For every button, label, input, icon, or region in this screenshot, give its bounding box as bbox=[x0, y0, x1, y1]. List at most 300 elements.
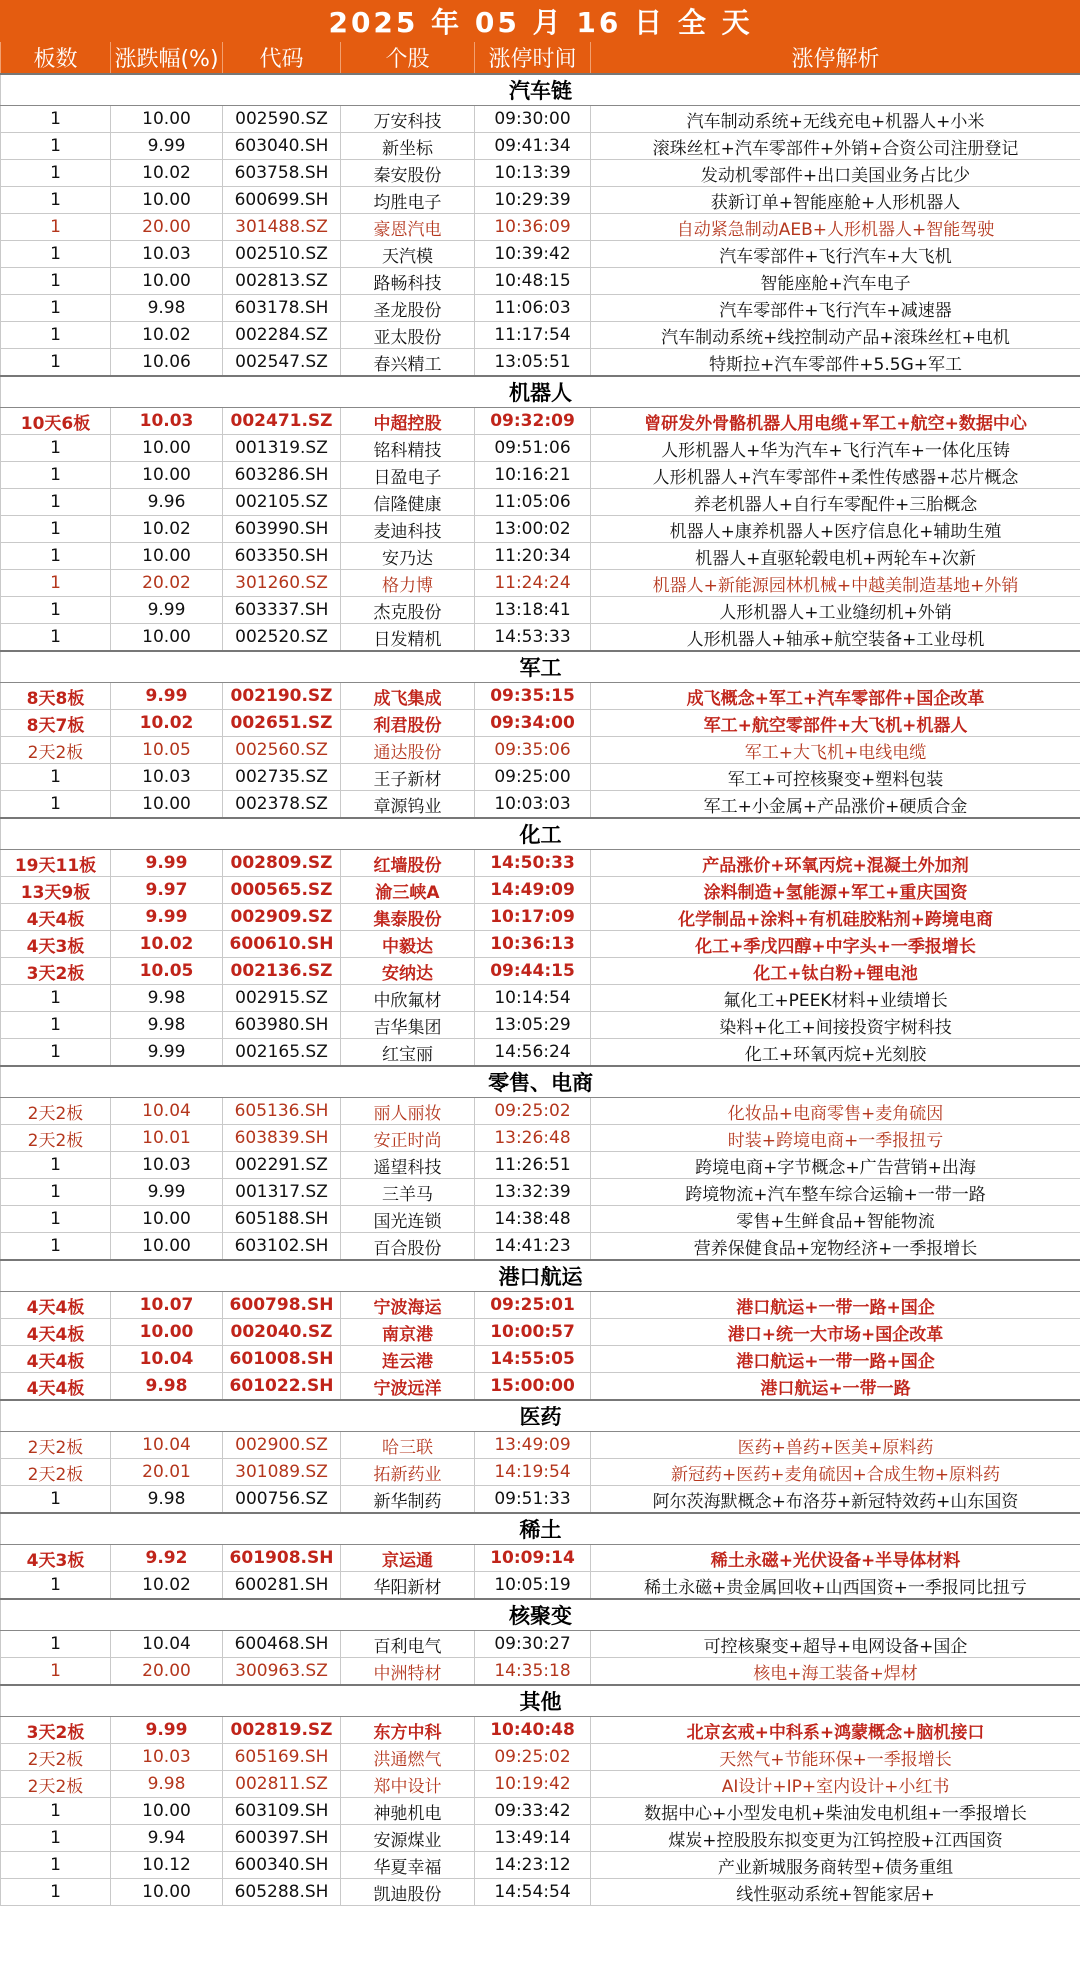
boards-cell: 2天2板 bbox=[1, 737, 111, 764]
limit-time-cell: 09:25:02 bbox=[475, 1744, 591, 1771]
limit-time-cell: 10:14:54 bbox=[475, 985, 591, 1012]
code-cell: 603109.SH bbox=[223, 1798, 341, 1825]
stock-name-cell: 均胜电子 bbox=[341, 187, 475, 214]
limit-time-cell: 10:00:57 bbox=[475, 1319, 591, 1346]
section-title: 港口航运 bbox=[1, 1260, 1080, 1292]
analysis-cell: 港口航运+一带一路 bbox=[591, 1373, 1080, 1401]
section-title: 医药 bbox=[1, 1400, 1080, 1432]
table-row bbox=[1, 737, 1080, 764]
boards-cell: 1 bbox=[1, 1879, 111, 1906]
boards-cell: 2天2板 bbox=[1, 1098, 111, 1125]
change-pct-cell: 10.00 bbox=[111, 268, 223, 295]
table-row bbox=[1, 570, 1080, 597]
limit-time-cell: 11:06:03 bbox=[475, 295, 591, 322]
stock-name-cell: 春兴精工 bbox=[341, 349, 475, 377]
analysis-cell: 港口航运+一带一路+国企 bbox=[591, 1292, 1080, 1319]
analysis-cell: 机器人+康养机器人+医疗信息化+辅助生殖 bbox=[591, 516, 1080, 543]
limit-time-cell: 13:26:48 bbox=[475, 1125, 591, 1152]
table-row bbox=[1, 462, 1080, 489]
change-pct-cell: 10.05 bbox=[111, 737, 223, 764]
change-pct-cell: 10.07 bbox=[111, 1292, 223, 1319]
analysis-cell: 化工+环氧丙烷+光刻胶 bbox=[591, 1039, 1080, 1067]
analysis-cell: AI设计+IP+室内设计+小红书 bbox=[591, 1771, 1080, 1798]
limit-time-cell: 14:55:05 bbox=[475, 1346, 591, 1373]
table-row bbox=[1, 1459, 1080, 1486]
limit-time-cell: 10:48:15 bbox=[475, 268, 591, 295]
analysis-cell: 汽车零部件+飞行汽车+大飞机 bbox=[591, 241, 1080, 268]
code-cell: 601008.SH bbox=[223, 1346, 341, 1373]
boards-cell: 1 bbox=[1, 268, 111, 295]
analysis-cell: 产品涨价+环氧丙烷+混凝土外加剂 bbox=[591, 850, 1080, 877]
limit-time-cell: 11:17:54 bbox=[475, 322, 591, 349]
analysis-cell: 人形机器人+汽车零部件+柔性传感器+芯片概念 bbox=[591, 462, 1080, 489]
change-pct-cell: 9.99 bbox=[111, 1717, 223, 1744]
stock-name-cell: 集泰股份 bbox=[341, 904, 475, 931]
boards-cell: 1 bbox=[1, 187, 111, 214]
limit-time-cell: 14:35:18 bbox=[475, 1658, 591, 1686]
code-cell: 601022.SH bbox=[223, 1373, 341, 1401]
stock-name-cell: 杰克股份 bbox=[341, 597, 475, 624]
analysis-cell: 天然气+节能环保+一季报增长 bbox=[591, 1744, 1080, 1771]
change-pct-cell: 9.99 bbox=[111, 683, 223, 710]
limit-time-cell: 14:50:33 bbox=[475, 850, 591, 877]
column-header-analysis: 涨停解析 bbox=[591, 42, 1080, 75]
change-pct-cell: 9.97 bbox=[111, 877, 223, 904]
change-pct-cell: 10.00 bbox=[111, 187, 223, 214]
code-cell: 000565.SZ bbox=[223, 877, 341, 904]
code-cell: 301260.SZ bbox=[223, 570, 341, 597]
table-row bbox=[1, 1233, 1080, 1261]
analysis-cell: 人形机器人+工业缝纫机+外销 bbox=[591, 597, 1080, 624]
column-header-stock: 个股 bbox=[341, 42, 475, 75]
stock-name-cell: 亚太股份 bbox=[341, 322, 475, 349]
analysis-cell: 人形机器人+轴承+航空装备+工业母机 bbox=[591, 624, 1080, 652]
limit-time-cell: 14:38:48 bbox=[475, 1206, 591, 1233]
table-row bbox=[1, 133, 1080, 160]
boards-cell: 1 bbox=[1, 1852, 111, 1879]
table-row bbox=[1, 764, 1080, 791]
stock-name-cell: 华夏幸福 bbox=[341, 1852, 475, 1879]
change-pct-cell: 10.00 bbox=[111, 1879, 223, 1906]
code-cell: 603286.SH bbox=[223, 462, 341, 489]
analysis-cell: 营养保健食品+宠物经济+一季报增长 bbox=[591, 1233, 1080, 1261]
limit-time-cell: 13:32:39 bbox=[475, 1179, 591, 1206]
change-pct-cell: 10.03 bbox=[111, 1744, 223, 1771]
table-row bbox=[1, 1825, 1080, 1852]
change-pct-cell: 9.99 bbox=[111, 597, 223, 624]
stock-name-cell: 天汽模 bbox=[341, 241, 475, 268]
section-title: 军工 bbox=[1, 651, 1080, 683]
boards-cell: 1 bbox=[1, 1798, 111, 1825]
change-pct-cell: 10.03 bbox=[111, 408, 223, 435]
stock-name-cell: 宁波远洋 bbox=[341, 1373, 475, 1401]
analysis-cell: 军工+大飞机+电线电缆 bbox=[591, 737, 1080, 764]
limit-time-cell: 15:00:00 bbox=[475, 1373, 591, 1401]
analysis-cell: 时装+跨境电商+一季报扭亏 bbox=[591, 1125, 1080, 1152]
table-row bbox=[1, 408, 1080, 435]
boards-cell: 1 bbox=[1, 322, 111, 349]
limit-time-cell: 09:30:00 bbox=[475, 106, 591, 133]
stock-name-cell: 新坐标 bbox=[341, 133, 475, 160]
analysis-cell: 涂料制造+氢能源+军工+重庆国资 bbox=[591, 877, 1080, 904]
analysis-cell: 产业新城服务商转型+债务重组 bbox=[591, 1852, 1080, 1879]
table-row bbox=[1, 877, 1080, 904]
table-row bbox=[1, 295, 1080, 322]
stock-name-cell: 中超控股 bbox=[341, 408, 475, 435]
limit-time-cell: 09:25:00 bbox=[475, 764, 591, 791]
table-row bbox=[1, 850, 1080, 877]
section-title: 核聚变 bbox=[1, 1599, 1080, 1631]
code-cell: 002136.SZ bbox=[223, 958, 341, 985]
change-pct-cell: 10.01 bbox=[111, 1125, 223, 1152]
analysis-cell: 机器人+直驱轮毂电机+两轮车+次新 bbox=[591, 543, 1080, 570]
boards-cell: 1 bbox=[1, 543, 111, 570]
boards-cell: 19天11板 bbox=[1, 850, 111, 877]
table-row bbox=[1, 1572, 1080, 1600]
stock-name-cell: 红墙股份 bbox=[341, 850, 475, 877]
table-row bbox=[1, 985, 1080, 1012]
section-header-row bbox=[1, 1066, 1080, 1098]
stock-name-cell: 铭科精技 bbox=[341, 435, 475, 462]
boards-cell: 1 bbox=[1, 1012, 111, 1039]
stock-name-cell: 郑中设计 bbox=[341, 1771, 475, 1798]
stock-name-cell: 成飞集成 bbox=[341, 683, 475, 710]
table-row bbox=[1, 710, 1080, 737]
boards-cell: 1 bbox=[1, 295, 111, 322]
code-cell: 002040.SZ bbox=[223, 1319, 341, 1346]
table-row bbox=[1, 1292, 1080, 1319]
boards-cell: 1 bbox=[1, 349, 111, 377]
table-row bbox=[1, 1744, 1080, 1771]
change-pct-cell: 10.02 bbox=[111, 1572, 223, 1600]
table-row bbox=[1, 349, 1080, 377]
table-row bbox=[1, 160, 1080, 187]
code-cell: 603040.SH bbox=[223, 133, 341, 160]
column-header-limit-time: 涨停时间 bbox=[475, 42, 591, 75]
stock-name-cell: 秦安股份 bbox=[341, 160, 475, 187]
analysis-cell: 成飞概念+军工+汽车零部件+国企改革 bbox=[591, 683, 1080, 710]
boards-cell: 1 bbox=[1, 1658, 111, 1686]
table-row bbox=[1, 268, 1080, 295]
change-pct-cell: 10.00 bbox=[111, 543, 223, 570]
stock-name-cell: 三羊马 bbox=[341, 1179, 475, 1206]
analysis-cell: 阿尔茨海默概念+布洛芬+新冠特效药+山东国资 bbox=[591, 1486, 1080, 1514]
boards-cell: 4天4板 bbox=[1, 1292, 111, 1319]
table-row bbox=[1, 1771, 1080, 1798]
boards-cell: 4天3板 bbox=[1, 931, 111, 958]
table-row bbox=[1, 1658, 1080, 1686]
table-row bbox=[1, 904, 1080, 931]
boards-cell: 1 bbox=[1, 1152, 111, 1179]
section-title: 稀土 bbox=[1, 1513, 1080, 1545]
table-row bbox=[1, 214, 1080, 241]
boards-cell: 10天6板 bbox=[1, 408, 111, 435]
table-row bbox=[1, 1039, 1080, 1067]
limit-time-cell: 13:49:14 bbox=[475, 1825, 591, 1852]
code-cell: 001317.SZ bbox=[223, 1179, 341, 1206]
code-cell: 002811.SZ bbox=[223, 1771, 341, 1798]
stock-name-cell: 日盈电子 bbox=[341, 462, 475, 489]
code-cell: 605188.SH bbox=[223, 1206, 341, 1233]
change-pct-cell: 10.12 bbox=[111, 1852, 223, 1879]
stock-name-cell: 神驰机电 bbox=[341, 1798, 475, 1825]
limit-time-cell: 09:44:15 bbox=[475, 958, 591, 985]
code-cell: 002909.SZ bbox=[223, 904, 341, 931]
analysis-cell: 染料+化工+间接投资宇树科技 bbox=[591, 1012, 1080, 1039]
table-row bbox=[1, 1545, 1080, 1572]
boards-cell: 1 bbox=[1, 1179, 111, 1206]
code-cell: 605288.SH bbox=[223, 1879, 341, 1906]
change-pct-cell: 10.02 bbox=[111, 322, 223, 349]
limit-time-cell: 14:49:09 bbox=[475, 877, 591, 904]
analysis-cell: 人形机器人+华为汽车+飞行汽车+一体化压铸 bbox=[591, 435, 1080, 462]
code-cell: 600468.SH bbox=[223, 1631, 341, 1658]
boards-cell: 1 bbox=[1, 1206, 111, 1233]
section-header-row bbox=[1, 651, 1080, 683]
limit-time-cell: 09:35:06 bbox=[475, 737, 591, 764]
boards-cell: 4天4板 bbox=[1, 1346, 111, 1373]
code-cell: 002809.SZ bbox=[223, 850, 341, 877]
table-row bbox=[1, 1319, 1080, 1346]
code-cell: 601908.SH bbox=[223, 1545, 341, 1572]
limit-time-cell: 13:05:29 bbox=[475, 1012, 591, 1039]
code-cell: 002900.SZ bbox=[223, 1432, 341, 1459]
change-pct-cell: 9.92 bbox=[111, 1545, 223, 1572]
table-row bbox=[1, 516, 1080, 543]
limit-time-cell: 10:40:48 bbox=[475, 1717, 591, 1744]
change-pct-cell: 10.00 bbox=[111, 1233, 223, 1261]
code-cell: 002651.SZ bbox=[223, 710, 341, 737]
change-pct-cell: 10.03 bbox=[111, 1152, 223, 1179]
table-row bbox=[1, 489, 1080, 516]
table-row bbox=[1, 597, 1080, 624]
code-cell: 002915.SZ bbox=[223, 985, 341, 1012]
table-row bbox=[1, 1125, 1080, 1152]
limit-time-cell: 10:03:03 bbox=[475, 791, 591, 819]
stock-name-cell: 中毅达 bbox=[341, 931, 475, 958]
change-pct-cell: 20.01 bbox=[111, 1459, 223, 1486]
stock-name-cell: 王子新材 bbox=[341, 764, 475, 791]
table-row bbox=[1, 1152, 1080, 1179]
analysis-cell: 可控核聚变+超导+电网设备+国企 bbox=[591, 1631, 1080, 1658]
code-cell: 002590.SZ bbox=[223, 106, 341, 133]
analysis-cell: 煤炭+控股股东拟变更为江钨控股+江西国资 bbox=[591, 1825, 1080, 1852]
code-cell: 600699.SH bbox=[223, 187, 341, 214]
limit-time-cell: 11:24:24 bbox=[475, 570, 591, 597]
section-header-row bbox=[1, 1400, 1080, 1432]
analysis-cell: 机器人+新能源园林机械+中越美制造基地+外销 bbox=[591, 570, 1080, 597]
code-cell: 603350.SH bbox=[223, 543, 341, 570]
analysis-cell: 曾研发外骨骼机器人用电缆+军工+航空+数据中心 bbox=[591, 408, 1080, 435]
stock-name-cell: 连云港 bbox=[341, 1346, 475, 1373]
limit-time-cell: 13:00:02 bbox=[475, 516, 591, 543]
limit-time-cell: 10:09:14 bbox=[475, 1545, 591, 1572]
section-header-row bbox=[1, 1685, 1080, 1717]
limit-time-cell: 09:30:27 bbox=[475, 1631, 591, 1658]
analysis-cell: 自动紧急制动AEB+人形机器人+智能驾驶 bbox=[591, 214, 1080, 241]
limit-time-cell: 11:20:34 bbox=[475, 543, 591, 570]
analysis-cell: 化妆品+电商零售+麦角硫因 bbox=[591, 1098, 1080, 1125]
change-pct-cell: 20.00 bbox=[111, 214, 223, 241]
change-pct-cell: 10.00 bbox=[111, 791, 223, 819]
stock-name-cell: 日发精机 bbox=[341, 624, 475, 652]
limit-time-cell: 11:05:06 bbox=[475, 489, 591, 516]
section-title: 化工 bbox=[1, 818, 1080, 850]
change-pct-cell: 10.04 bbox=[111, 1098, 223, 1125]
limit-time-cell: 10:29:39 bbox=[475, 187, 591, 214]
stock-name-cell: 通达股份 bbox=[341, 737, 475, 764]
stock-name-cell: 万安科技 bbox=[341, 106, 475, 133]
boards-cell: 1 bbox=[1, 1039, 111, 1067]
code-cell: 002735.SZ bbox=[223, 764, 341, 791]
table-row bbox=[1, 1179, 1080, 1206]
code-cell: 002510.SZ bbox=[223, 241, 341, 268]
analysis-cell: 军工+小金属+产品涨价+硬质合金 bbox=[591, 791, 1080, 819]
change-pct-cell: 9.99 bbox=[111, 850, 223, 877]
change-pct-cell: 9.99 bbox=[111, 904, 223, 931]
analysis-cell: 军工+航空零部件+大飞机+机器人 bbox=[591, 710, 1080, 737]
analysis-cell: 核电+海工装备+焊材 bbox=[591, 1658, 1080, 1686]
code-cell: 300963.SZ bbox=[223, 1658, 341, 1686]
table-row bbox=[1, 435, 1080, 462]
stock-name-cell: 拓新药业 bbox=[341, 1459, 475, 1486]
boards-cell: 1 bbox=[1, 106, 111, 133]
limit-time-cell: 09:25:01 bbox=[475, 1292, 591, 1319]
analysis-cell: 跨境电商+字节概念+广告营销+出海 bbox=[591, 1152, 1080, 1179]
change-pct-cell: 10.03 bbox=[111, 764, 223, 791]
boards-cell: 4天4板 bbox=[1, 904, 111, 931]
analysis-cell: 数据中心+小型发电机+柴油发电机组+一季报增长 bbox=[591, 1798, 1080, 1825]
boards-cell: 4天4板 bbox=[1, 1373, 111, 1401]
limit-time-cell: 10:19:42 bbox=[475, 1771, 591, 1798]
analysis-cell: 汽车零部件+飞行汽车+减速器 bbox=[591, 295, 1080, 322]
change-pct-cell: 20.00 bbox=[111, 1658, 223, 1686]
limit-time-cell: 14:23:12 bbox=[475, 1852, 591, 1879]
limit-time-cell: 10:17:09 bbox=[475, 904, 591, 931]
limit-time-cell: 14:56:24 bbox=[475, 1039, 591, 1067]
code-cell: 605169.SH bbox=[223, 1744, 341, 1771]
table-row bbox=[1, 1098, 1080, 1125]
limit-time-cell: 10:39:42 bbox=[475, 241, 591, 268]
code-cell: 600798.SH bbox=[223, 1292, 341, 1319]
analysis-cell: 化学制品+涂料+有机硅胶粘剂+跨境电商 bbox=[591, 904, 1080, 931]
table-row bbox=[1, 1717, 1080, 1744]
code-cell: 600397.SH bbox=[223, 1825, 341, 1852]
limit-time-cell: 13:18:41 bbox=[475, 597, 591, 624]
analysis-cell: 稀土永磁+光伏设备+半导体材料 bbox=[591, 1545, 1080, 1572]
change-pct-cell: 10.00 bbox=[111, 1206, 223, 1233]
change-pct-cell: 9.98 bbox=[111, 1373, 223, 1401]
table-row bbox=[1, 931, 1080, 958]
column-header-boards: 板数 bbox=[1, 42, 111, 75]
change-pct-cell: 9.98 bbox=[111, 1012, 223, 1039]
stock-name-cell: 东方中科 bbox=[341, 1717, 475, 1744]
analysis-cell: 养老机器人+自行车零配件+三胎概念 bbox=[591, 489, 1080, 516]
change-pct-cell: 20.02 bbox=[111, 570, 223, 597]
stock-name-cell: 国光连锁 bbox=[341, 1206, 475, 1233]
change-pct-cell: 10.00 bbox=[111, 435, 223, 462]
analysis-cell: 跨境物流+汽车整车综合运输+一带一路 bbox=[591, 1179, 1080, 1206]
table-row bbox=[1, 241, 1080, 268]
table-row bbox=[1, 322, 1080, 349]
boards-cell: 2天2板 bbox=[1, 1432, 111, 1459]
code-cell: 002284.SZ bbox=[223, 322, 341, 349]
boards-cell: 8天7板 bbox=[1, 710, 111, 737]
change-pct-cell: 9.99 bbox=[111, 133, 223, 160]
stock-name-cell: 京运通 bbox=[341, 1545, 475, 1572]
code-cell: 002190.SZ bbox=[223, 683, 341, 710]
limit-time-cell: 09:41:34 bbox=[475, 133, 591, 160]
limit-time-cell: 11:26:51 bbox=[475, 1152, 591, 1179]
boards-cell: 1 bbox=[1, 133, 111, 160]
boards-cell: 4天3板 bbox=[1, 1545, 111, 1572]
change-pct-cell: 10.06 bbox=[111, 349, 223, 377]
change-pct-cell: 9.98 bbox=[111, 985, 223, 1012]
limit-time-cell: 14:53:33 bbox=[475, 624, 591, 652]
section-header-row bbox=[1, 1599, 1080, 1631]
boards-cell: 3天2板 bbox=[1, 1717, 111, 1744]
analysis-cell: 港口+统一大市场+国企改革 bbox=[591, 1319, 1080, 1346]
boards-cell: 1 bbox=[1, 489, 111, 516]
change-pct-cell: 9.98 bbox=[111, 1486, 223, 1514]
code-cell: 603839.SH bbox=[223, 1125, 341, 1152]
boards-cell: 4天4板 bbox=[1, 1319, 111, 1346]
column-header-row bbox=[1, 42, 1080, 75]
table-row bbox=[1, 1631, 1080, 1658]
stock-name-cell: 安乃达 bbox=[341, 543, 475, 570]
code-cell: 002165.SZ bbox=[223, 1039, 341, 1067]
stock-name-cell: 中洲特材 bbox=[341, 1658, 475, 1686]
stock-name-cell: 麦迪科技 bbox=[341, 516, 475, 543]
change-pct-cell: 9.98 bbox=[111, 295, 223, 322]
change-pct-cell: 10.04 bbox=[111, 1346, 223, 1373]
code-cell: 002378.SZ bbox=[223, 791, 341, 819]
code-cell: 002560.SZ bbox=[223, 737, 341, 764]
limit-time-cell: 13:05:51 bbox=[475, 349, 591, 377]
code-cell: 301488.SZ bbox=[223, 214, 341, 241]
change-pct-cell: 10.00 bbox=[111, 106, 223, 133]
analysis-cell: 北京玄戒+中科系+鸿蒙概念+脑机接口 bbox=[591, 1717, 1080, 1744]
analysis-cell: 获新订单+智能座舱+人形机器人 bbox=[591, 187, 1080, 214]
boards-cell: 1 bbox=[1, 1233, 111, 1261]
table-row bbox=[1, 1206, 1080, 1233]
stock-name-cell: 百合股份 bbox=[341, 1233, 475, 1261]
table-row bbox=[1, 106, 1080, 133]
code-cell: 002291.SZ bbox=[223, 1152, 341, 1179]
stock-name-cell: 百利电气 bbox=[341, 1631, 475, 1658]
analysis-cell: 氟化工+PEEK材料+业绩增长 bbox=[591, 985, 1080, 1012]
change-pct-cell: 10.00 bbox=[111, 462, 223, 489]
column-header-change-pct: 涨跌幅(%) bbox=[111, 42, 223, 75]
analysis-cell: 港口航运+一带一路+国企 bbox=[591, 1346, 1080, 1373]
boards-cell: 2天2板 bbox=[1, 1125, 111, 1152]
analysis-cell: 汽车制动系统+无线充电+机器人+小米 bbox=[591, 106, 1080, 133]
table-row bbox=[1, 1373, 1080, 1401]
limit-time-cell: 13:49:09 bbox=[475, 1432, 591, 1459]
boards-cell: 1 bbox=[1, 1825, 111, 1852]
table-row bbox=[1, 1798, 1080, 1825]
boards-cell: 1 bbox=[1, 214, 111, 241]
boards-cell: 1 bbox=[1, 1631, 111, 1658]
analysis-cell: 稀土永磁+贵金属回收+山西国资+一季报同比扭亏 bbox=[591, 1572, 1080, 1600]
analysis-cell: 特斯拉+汽车零部件+5.5G+军工 bbox=[591, 349, 1080, 377]
table-row bbox=[1, 1879, 1080, 1906]
code-cell: 603758.SH bbox=[223, 160, 341, 187]
stock-name-cell: 豪恩汽电 bbox=[341, 214, 475, 241]
table-row bbox=[1, 1852, 1080, 1879]
stock-name-cell: 利君股份 bbox=[341, 710, 475, 737]
analysis-cell: 新冠药+医药+麦角硫因+合成生物+原料药 bbox=[591, 1459, 1080, 1486]
